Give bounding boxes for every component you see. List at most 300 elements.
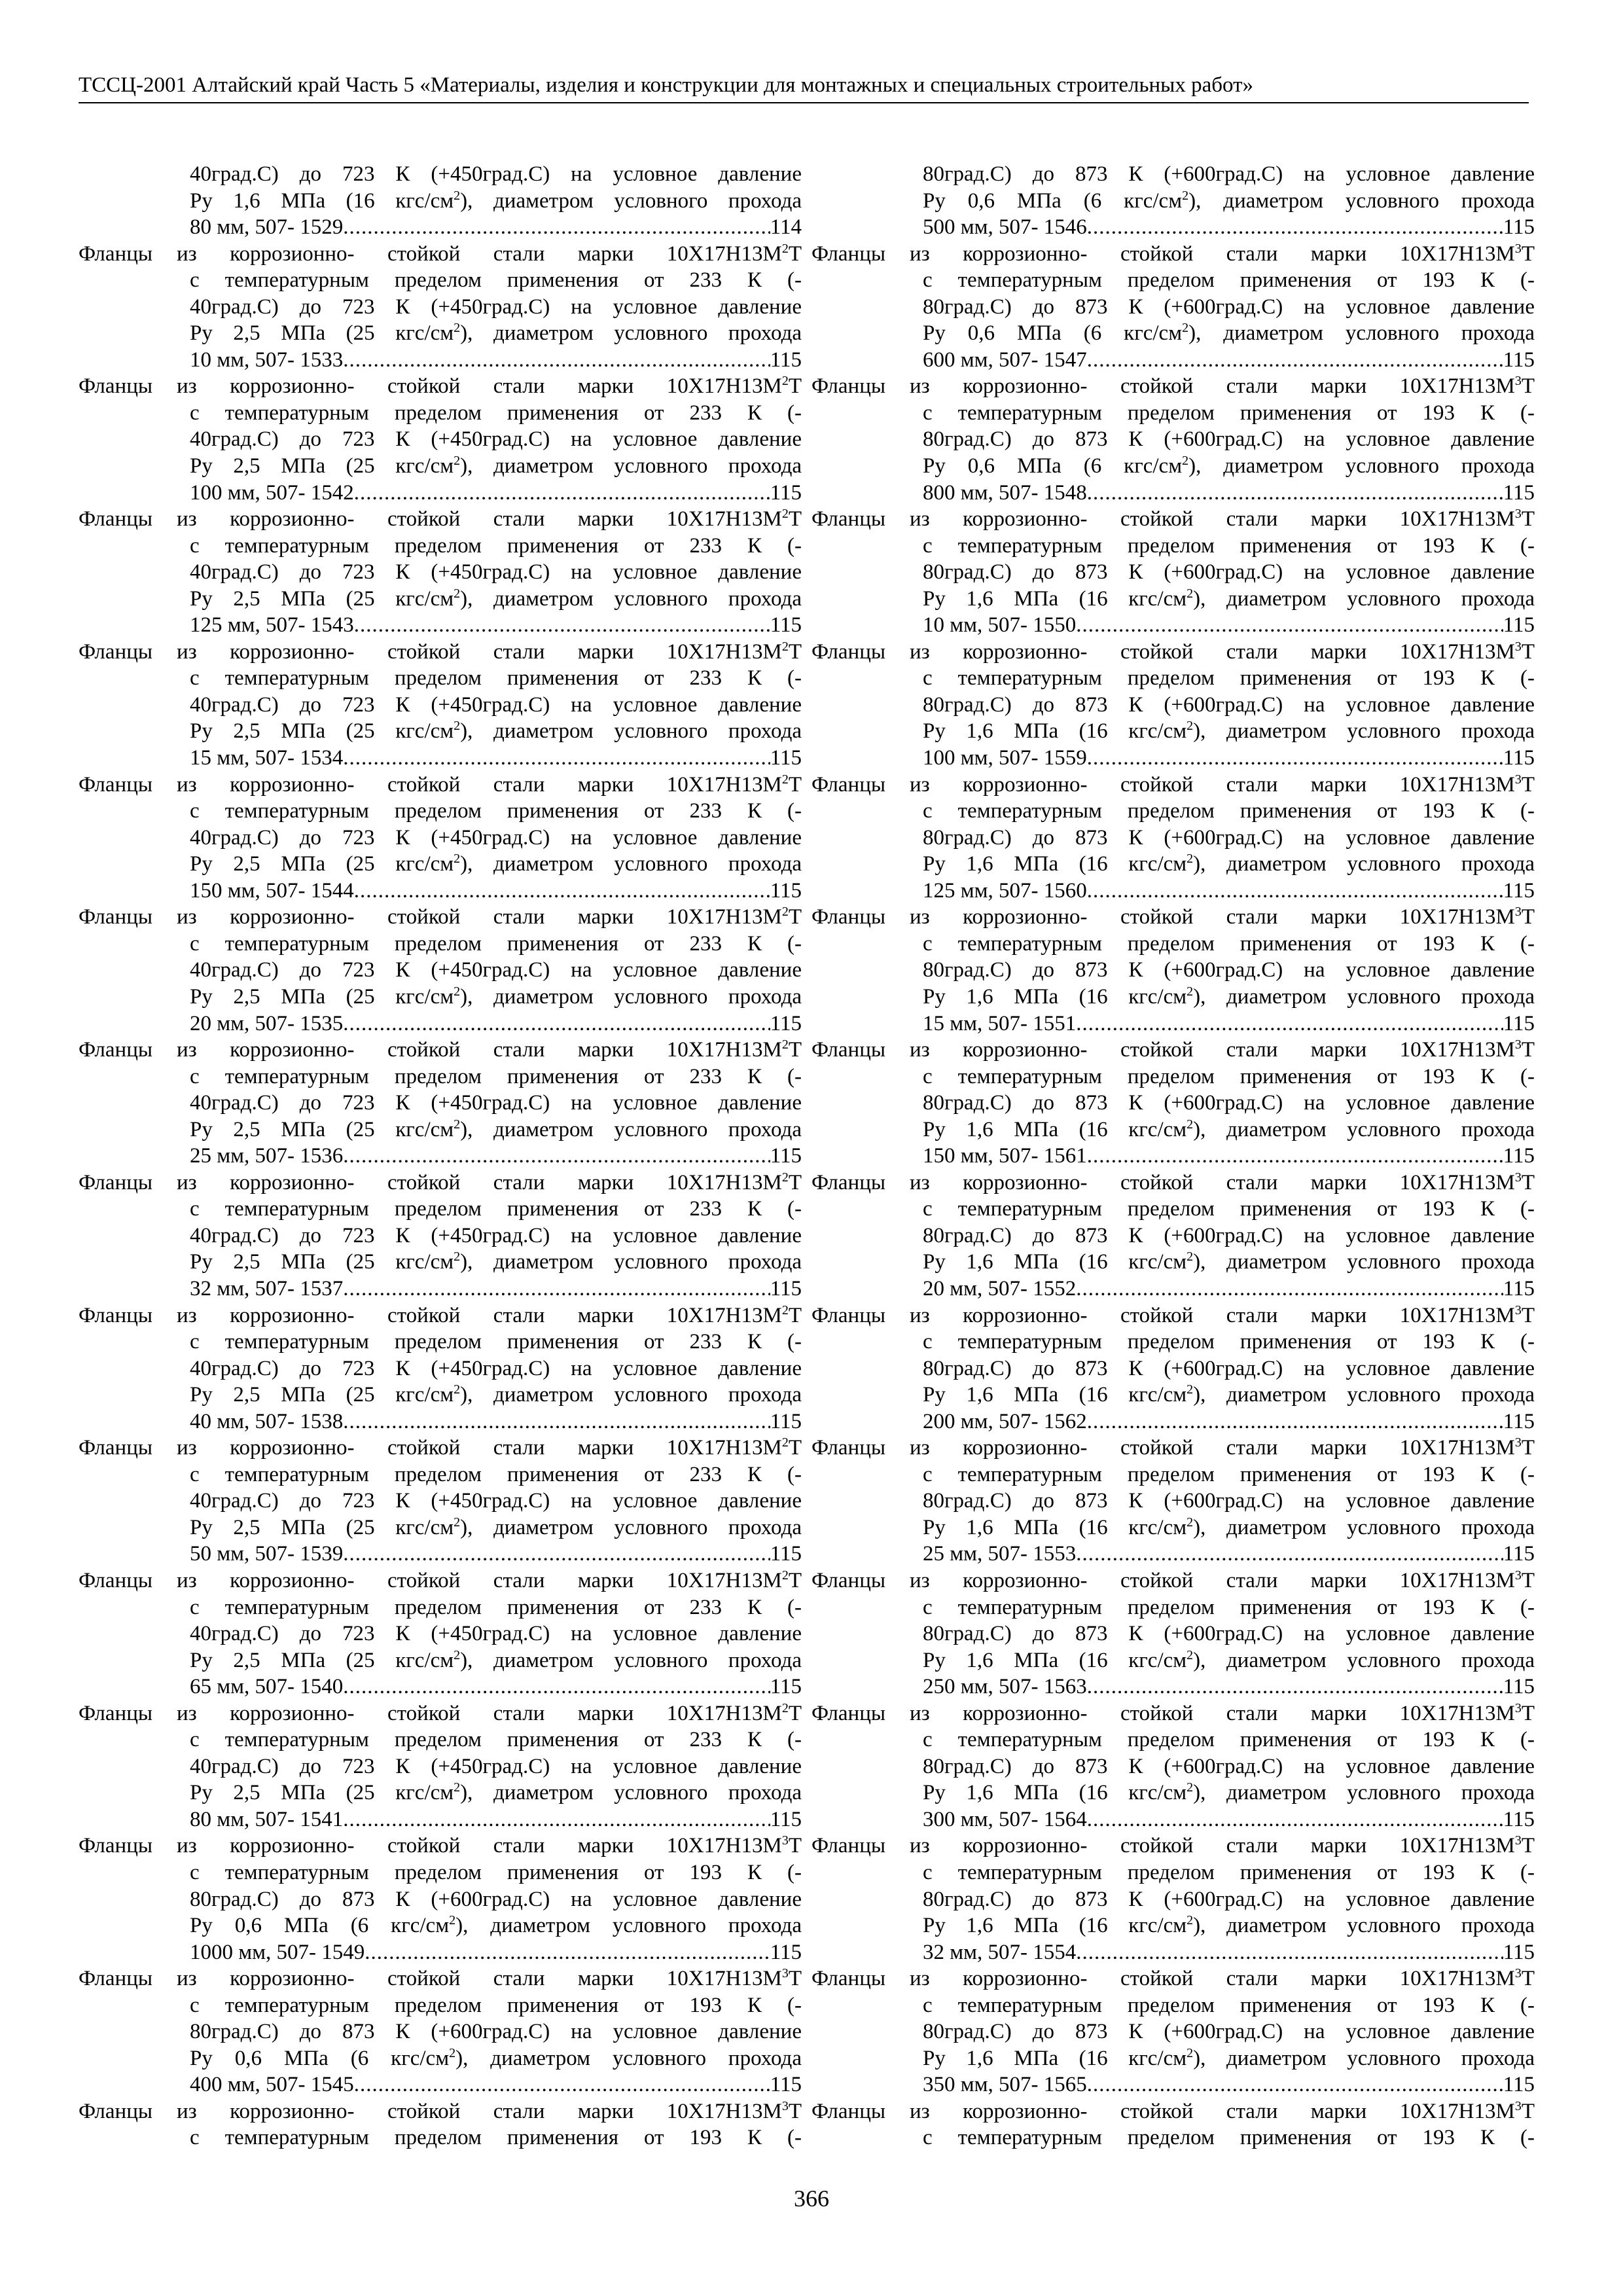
entry-pressure-line xyxy=(812,2045,1535,2072)
left-continued-line xyxy=(79,161,802,188)
range-text: с температурным пределом применения от 193 К (- xyxy=(923,666,1535,691)
entry-page: 115 xyxy=(770,613,802,637)
entry-last xyxy=(190,1276,802,1302)
right-column xyxy=(812,161,1535,2151)
entry-pressure-line xyxy=(79,984,802,1011)
entry-first-line xyxy=(812,1170,1535,1196)
superscript: 3 xyxy=(1514,772,1522,787)
entry-main: из коррозионно- стойкой стали марки $10Х17Н13М^2Т$ xyxy=(177,507,802,531)
entry-range-line xyxy=(79,1223,802,1249)
leader-dots xyxy=(343,1806,770,1833)
right-continued-pressure xyxy=(812,188,1535,215)
entry-pressure-line xyxy=(812,984,1535,1011)
entry-lead: Фланцы xyxy=(79,1967,153,1991)
entry-range-line xyxy=(79,426,802,453)
pressure-text: Ру 2,5 МПа (25 кгс/$см^2$), диаметром условного прохода xyxy=(190,1647,802,1672)
range-text: 80град.С) до 873 К (+600град.С) на условное давление xyxy=(923,1091,1535,1115)
entry-range-line xyxy=(812,1090,1535,1117)
entry-lead: Фланцы xyxy=(812,2099,886,2123)
entry-code: 100 мм, 507- 1559 xyxy=(923,746,1087,770)
entry-page: 115 xyxy=(770,348,802,372)
entry-page: 115 xyxy=(1503,1807,1535,1831)
entry-first-line xyxy=(79,904,802,931)
leader-dots xyxy=(354,480,770,507)
entry-last xyxy=(923,1408,1535,1435)
entry-range-line xyxy=(79,533,802,560)
entry-code: 20 мм, 507- 1552 xyxy=(923,1276,1077,1300)
range-text: 40град.С) до 723 К (+450град.С) на условное давление xyxy=(190,1622,802,1646)
entry-pressure-line xyxy=(812,453,1535,480)
range-text: с температурным пределом применения от 193 К (- xyxy=(923,401,1535,425)
entry-range-line xyxy=(79,665,802,692)
entry-last xyxy=(190,1939,802,1966)
entry-last xyxy=(190,1143,802,1170)
superscript: 2 xyxy=(1186,586,1194,601)
leader-dots xyxy=(1087,480,1503,507)
entry-first-line xyxy=(812,241,1535,268)
entry-pressure-line xyxy=(812,1912,1535,1939)
entry-main: из коррозионно- стойкой стали марки $10Х17Н13М^3Т$ xyxy=(910,772,1535,797)
entry-page: 115 xyxy=(1503,746,1535,770)
entry-main: из коррозионно- стойкой стали марки $10Х17Н13М^3Т$ xyxy=(910,1700,1535,1725)
entry-range-line xyxy=(812,1355,1535,1382)
range-text: с температурным пределом применения от 233 К (- xyxy=(190,533,802,558)
entry-range-line xyxy=(79,1064,802,1090)
entry-main: из коррозионно- стойкой стали марки $10Х17Н13М^3Т$ xyxy=(910,1037,1535,1062)
entry-pressure-line xyxy=(79,1912,802,1939)
entry-lead: Фланцы xyxy=(79,905,153,929)
entry-range-line xyxy=(812,1753,1535,1780)
superscript: 2 xyxy=(454,1515,461,1530)
entry-range-line xyxy=(812,533,1535,560)
entry-lead: Фланцы xyxy=(79,374,153,399)
superscript: 2 xyxy=(781,905,789,920)
range-text: с температурным пределом применения от 193 К (- xyxy=(923,1462,1535,1486)
entry-page: 115 xyxy=(770,746,802,770)
entry-lead: Фланцы xyxy=(79,1436,153,1460)
entry-range-line xyxy=(79,692,802,719)
superscript: 3 xyxy=(781,2098,789,2113)
entry-lead: Фланцы xyxy=(812,905,886,929)
entry-last xyxy=(190,612,802,639)
entry-range-line xyxy=(812,1621,1535,1647)
superscript: 2 xyxy=(449,2045,456,2060)
entry-range-line xyxy=(79,559,802,586)
entry-last-line xyxy=(812,1143,1535,1170)
entry-first-line xyxy=(812,373,1535,400)
entry-lead: Фланцы xyxy=(79,2099,153,2123)
entry-last xyxy=(190,1541,802,1568)
entry-first-line xyxy=(79,1302,802,1329)
range-text: с температурным пределом применения от 233 К (- xyxy=(190,931,802,956)
entry-page: 115 xyxy=(770,1542,802,1566)
range-text: с температурным пределом применения от 233 К (- xyxy=(190,799,802,823)
superscript: 2 xyxy=(1186,1117,1194,1132)
leader-dots xyxy=(1087,878,1503,905)
range-text: с температурным пределом применения от 233 К (- xyxy=(190,1462,802,1486)
entry-first-line xyxy=(812,1965,1535,1992)
entry-page: 115 xyxy=(770,1144,802,1168)
entry-code: 10 мм, 507- 1533 xyxy=(190,348,344,372)
superscript: 2 xyxy=(449,1913,456,1928)
entry-last-line xyxy=(812,1541,1535,1568)
leader-dots xyxy=(354,2072,770,2098)
range-text: 40град.С) до 723 К (+450град.С) на условное давление xyxy=(190,1754,802,1778)
entry-code: 150 мм, 507- 1544 xyxy=(190,878,354,903)
entry-range-line xyxy=(812,1886,1535,1913)
entry-range-line xyxy=(79,1196,802,1223)
entry-pressure-line xyxy=(812,1515,1535,1541)
leader-dots xyxy=(1087,347,1503,374)
entry-page: 115 xyxy=(770,1409,802,1433)
entry-pressure-line xyxy=(812,586,1535,613)
entry-pressure-line xyxy=(812,1780,1535,1806)
entry-lead: Фланцы xyxy=(812,1436,886,1460)
entry-last xyxy=(190,878,802,905)
pressure-text: Ру 1,6 МПа (16 кгс/$см^2$), диаметром условного прохода xyxy=(923,1647,1535,1672)
entry-last xyxy=(923,347,1535,374)
entry-last xyxy=(190,1674,802,1700)
entry-main: из коррозионно- стойкой стали марки $10Х17Н13М^3Т$ xyxy=(910,639,1535,664)
superscript: 2 xyxy=(781,507,789,522)
superscript: 2 xyxy=(454,454,461,469)
leader-dots xyxy=(343,1143,770,1170)
entry-last-line xyxy=(812,1011,1535,1037)
superscript: 3 xyxy=(781,1966,789,1981)
superscript: 2 xyxy=(781,639,789,654)
entry-range-line xyxy=(812,665,1535,692)
leader-dots xyxy=(1087,1408,1503,1435)
continued-text: 40град.С) до 723 К (+450град.С) на условное давление xyxy=(190,162,802,186)
entry-range-line xyxy=(812,957,1535,984)
entry-range-line xyxy=(812,1223,1535,1249)
entry-range-line xyxy=(79,1355,802,1382)
superscript: 3 xyxy=(1514,241,1522,256)
entry-last-line xyxy=(79,1408,802,1435)
pressure-text: Ру 2,5 МПа (25 кгс/$см^2$), диаметром условного прохода xyxy=(190,454,802,478)
entry-last xyxy=(190,347,802,374)
entry-last xyxy=(190,1806,802,1833)
entry-page: 115 xyxy=(770,480,802,505)
pressure-text: Ру 1,6 МПа (16 кгс/$см^2$), диаметром условного прохода xyxy=(923,984,1535,1009)
entry-code: 25 мм, 507- 1536 xyxy=(190,1144,344,1168)
entry-code: 20 мм, 507- 1535 xyxy=(190,1011,344,1035)
superscript: 2 xyxy=(454,321,461,336)
entry-last-line xyxy=(812,347,1535,374)
entry-lead: Фланцы xyxy=(812,772,886,797)
entry-range-line xyxy=(812,2018,1535,2045)
entry-range-line xyxy=(79,2125,802,2151)
entry-code: 80 мм, 507- 1529 xyxy=(190,215,344,240)
entry-range-line xyxy=(812,1329,1535,1355)
leader-dots xyxy=(343,1276,770,1302)
entry-lead: Фланцы xyxy=(79,1834,153,1858)
range-text: с температурным пределом применения от 233 К (- xyxy=(190,268,802,293)
entry-last xyxy=(923,612,1535,639)
entry-last-line xyxy=(79,1276,802,1302)
entry-range-line xyxy=(79,267,802,294)
entry-range-line xyxy=(79,825,802,852)
superscript: 3 xyxy=(1514,374,1522,389)
entry-last-line xyxy=(79,347,802,374)
entry-last-line xyxy=(79,480,802,507)
entry-main: из коррозионно- стойкой стали марки $10Х17Н13М^2Т$ xyxy=(177,639,802,664)
entry-main: из коррозионно- стойкой стали марки $10Х17Н13М^3Т$ xyxy=(177,2098,802,2123)
range-text: 40град.С) до 723 К (+450град.С) на условное давление xyxy=(190,1356,802,1380)
entry-page: 115 xyxy=(1503,1542,1535,1566)
pressure-text: Ру 0,6 МПа (6 кгс/$см^2$), диаметром условного прохода xyxy=(923,188,1535,213)
entry-last xyxy=(923,214,1535,241)
superscript: 2 xyxy=(454,852,461,867)
entry-code: 15 мм, 507- 1534 xyxy=(190,746,344,770)
superscript: 3 xyxy=(1514,1700,1522,1715)
superscript: 3 xyxy=(1514,1568,1522,1583)
superscript: 3 xyxy=(1514,1302,1522,1318)
pressure-text: Ру 1,6 МПа (16 кгс/$см^2$), диаметром условного прохода xyxy=(923,1249,1535,1274)
entry-pressure-line xyxy=(79,453,802,480)
leader-dots xyxy=(1087,1143,1503,1170)
entry-page: 115 xyxy=(770,1675,802,1699)
entry-last xyxy=(190,214,802,241)
entry-last xyxy=(923,2072,1535,2098)
entry-last-line xyxy=(812,1408,1535,1435)
entry-last-line xyxy=(79,1143,802,1170)
entry-lead: Фланцы xyxy=(812,1967,886,1991)
entry-first-line xyxy=(812,1435,1535,1462)
entry-lead: Фланцы xyxy=(79,1303,153,1327)
entry-pressure-line xyxy=(79,1647,802,1674)
entry-code: 15 мм, 507- 1551 xyxy=(923,1011,1077,1035)
range-text: 40град.С) до 723 К (+450град.С) на условное давление xyxy=(190,1091,802,1115)
entry-pressure-line xyxy=(812,1647,1535,1674)
entry-lead: Фланцы xyxy=(812,1701,886,1725)
leader-dots xyxy=(343,1541,770,1568)
entry-code: 600 мм, 507- 1547 xyxy=(923,348,1087,372)
entry-main: из коррозионно- стойкой стали марки $10Х17Н13М^2Т$ xyxy=(177,772,802,797)
range-text: с температурным пределом применения от 193 К (- xyxy=(923,1595,1535,1619)
entry-code: 250 мм, 507- 1563 xyxy=(923,1675,1087,1699)
entry-code: 350 мм, 507- 1565 xyxy=(923,2073,1087,2097)
entry-pressure-line xyxy=(812,1117,1535,1143)
superscript: 2 xyxy=(1182,321,1189,336)
range-text: 80град.С) до 873 К (+600град.С) на условное давление xyxy=(923,1622,1535,1646)
range-text: 80град.С) до 873 К (+600град.С) на условное давление xyxy=(923,295,1535,319)
entry-last-line xyxy=(79,878,802,905)
entry-last-line xyxy=(79,214,802,241)
entry-page: 115 xyxy=(1503,215,1535,240)
entry-last xyxy=(923,1143,1535,1170)
range-text: 80град.С) до 873 К (+600град.С) на условное давление xyxy=(923,1754,1535,1778)
range-text: с температурным пределом применения от 233 К (- xyxy=(190,401,802,425)
superscript: 2 xyxy=(1186,1913,1194,1928)
superscript: 2 xyxy=(1186,1647,1194,1662)
superscript: 2 xyxy=(781,1170,789,1185)
range-text: 80град.С) до 873 К (+600град.С) на условное давление xyxy=(923,1489,1535,1513)
superscript: 2 xyxy=(1186,1515,1194,1530)
superscript: 3 xyxy=(1514,1170,1522,1185)
entry-range-line xyxy=(79,1462,802,1488)
pressure-text: Ру 2,5 МПа (25 кгс/$см^2$), диаметром условного прохода xyxy=(190,321,802,346)
entry-pressure-line xyxy=(812,320,1535,347)
leader-dots xyxy=(1087,745,1503,772)
entry-last-line xyxy=(812,878,1535,905)
entry-range-line xyxy=(79,1090,802,1117)
pressure-text: Ру 1,6 МПа (16 кгс/$см^2$), диаметром условного прохода xyxy=(923,852,1535,876)
entry-range-line xyxy=(79,1594,802,1621)
entry-first-line xyxy=(79,506,802,533)
entry-page: 115 xyxy=(1503,480,1535,505)
entry-last xyxy=(923,1806,1535,1833)
range-text: 80град.С) до 873 К (+600град.С) на условное давление xyxy=(923,1223,1535,1247)
entry-last xyxy=(923,745,1535,772)
entry-main: из коррозионно- стойкой стали марки $10Х17Н13М^2Т$ xyxy=(177,374,802,399)
entry-range-line xyxy=(79,1621,802,1647)
entry-lead: Фланцы xyxy=(79,1568,153,1592)
entry-page: 115 xyxy=(1503,1276,1535,1300)
leader-dots xyxy=(1087,2072,1503,2098)
superscript: 2 xyxy=(1182,454,1189,469)
entry-pressure-line xyxy=(79,851,802,878)
entry-code: 400 мм, 507- 1545 xyxy=(190,2073,354,2097)
entry-range-line xyxy=(79,2018,802,2045)
entry-pressure-line xyxy=(812,1382,1535,1408)
range-text: 40град.С) до 723 К (+450град.С) на условное давление xyxy=(190,560,802,584)
entry-range-line xyxy=(79,1886,802,1913)
entry-range-line xyxy=(79,931,802,958)
entry-range-line xyxy=(812,692,1535,719)
superscript: 2 xyxy=(454,1382,461,1397)
entry-first-line xyxy=(812,1568,1535,1594)
entry-last xyxy=(190,480,802,507)
leader-dots xyxy=(343,745,770,772)
entry-main: из коррозионно- стойкой стали марки $10Х17Н13М^3Т$ xyxy=(910,1170,1535,1194)
superscript: 2 xyxy=(1186,1249,1194,1265)
range-text: 80град.С) до 873 К (+600град.С) на условное давление xyxy=(190,1887,802,1911)
superscript: 2 xyxy=(454,1249,461,1265)
entry-first-line xyxy=(79,772,802,798)
entry-last-line xyxy=(79,1011,802,1037)
leader-dots xyxy=(343,347,770,374)
leader-dots xyxy=(365,1939,770,1966)
range-text: 80град.С) до 873 К (+600град.С) на условное давление xyxy=(923,825,1535,850)
range-text: с температурным пределом применения от 193 К (- xyxy=(923,799,1535,823)
entry-main: из коррозионно- стойкой стали марки $10Х17Н13М^3Т$ xyxy=(910,1302,1535,1327)
entry-lead: Фланцы xyxy=(812,639,886,664)
range-text: с температурным пределом применения от 233 К (- xyxy=(190,1197,802,1221)
entry-main: из коррозионно- стойкой стали марки $10Х17Н13М^3Т$ xyxy=(177,1833,802,1858)
entry-first-line xyxy=(79,639,802,666)
entry-code: 125 мм, 507- 1560 xyxy=(923,878,1087,903)
superscript: 2 xyxy=(1182,188,1189,203)
entry-range-line xyxy=(79,1859,802,1886)
pressure-text: Ру 2,5 МПа (25 кгс/$см^2$), диаметром условного прохода xyxy=(190,1780,802,1805)
entry-range-line xyxy=(812,1594,1535,1621)
entry-page: 115 xyxy=(1503,2073,1535,2097)
entry-first-line xyxy=(812,1037,1535,1064)
leader-dots xyxy=(1076,1276,1503,1302)
pressure-text: Ру 0,6 МПа (6 кгс/$см^2$), диаметром условного прохода xyxy=(190,1913,802,1938)
range-text: 80град.С) до 873 К (+600град.С) на условное давление xyxy=(190,2020,802,2044)
entry-first-line xyxy=(79,373,802,400)
entry-range-line xyxy=(812,798,1535,825)
entry-lead: Фланцы xyxy=(79,1701,153,1725)
superscript: 2 xyxy=(781,1700,789,1715)
entry-page: 115 xyxy=(770,1940,802,1964)
entry-lead: Фланцы xyxy=(812,1038,886,1062)
range-text: 80град.С) до 873 К (+600град.С) на условное давление xyxy=(923,560,1535,584)
entry-pressure-line xyxy=(79,2045,802,2072)
leader-dots xyxy=(1087,1674,1503,1700)
superscript: 2 xyxy=(454,1117,461,1132)
entry-range-line xyxy=(812,559,1535,586)
superscript: 3 xyxy=(1514,639,1522,654)
entry-first-line xyxy=(79,1170,802,1196)
entry-page: 115 xyxy=(770,1011,802,1035)
entry-code: 100 мм, 507- 1542 xyxy=(190,480,354,505)
entry-main: из коррозионно- стойкой стали марки $10Х17Н13М^3Т$ xyxy=(177,1966,802,1991)
entry-last-line xyxy=(812,1674,1535,1700)
superscript: 3 xyxy=(1514,1435,1522,1450)
superscript: 2 xyxy=(454,719,461,734)
entry-first-line xyxy=(79,2098,802,2125)
entry-lead: Фланцы xyxy=(79,639,153,664)
entry-last xyxy=(190,2072,802,2098)
continued-text: 80град.С) до 873 К (+600град.С) на условное давление xyxy=(923,162,1535,186)
entry-last-line xyxy=(79,1806,802,1833)
entry-last-line xyxy=(79,612,802,639)
entry-last-line xyxy=(812,480,1535,507)
left-continued-pressure xyxy=(79,188,802,215)
entry-first-line xyxy=(812,2098,1535,2125)
entry-last xyxy=(190,1011,802,1037)
entry-main: из коррозионно- стойкой стали марки $10Х17Н13М^3Т$ xyxy=(910,1966,1535,1991)
superscript: 3 xyxy=(1514,1037,1522,1052)
pressure-text: Ру 2,5 МПа (25 кгс/$см^2$), диаметром условного прохода xyxy=(190,852,802,876)
entry-lead: Фланцы xyxy=(79,507,153,531)
entry-main: из коррозионно- стойкой стали марки $10Х17Н13М^2Т$ xyxy=(177,1170,802,1194)
superscript: 2 xyxy=(1186,2045,1194,2060)
entry-range-line xyxy=(812,1196,1535,1223)
entry-lead: Фланцы xyxy=(812,1568,886,1592)
entry-main: из коррозионно- стойкой стали марки $10Х17Н13М^2Т$ xyxy=(177,905,802,929)
entry-last-line xyxy=(812,214,1535,241)
leader-dots xyxy=(354,878,770,905)
range-text: с температурным пределом применения от 233 К (- xyxy=(190,1728,802,1752)
range-text: с температурным пределом применения от 233 К (- xyxy=(190,1330,802,1354)
entry-range-line xyxy=(812,294,1535,321)
entry-main: из коррозионно- стойкой стали марки $10Х17Н13М^3Т$ xyxy=(910,2098,1535,2123)
pressure-text: Ру 2,5 МПа (25 кгс/$см^2$), диаметром условного прохода xyxy=(190,1515,802,1539)
range-text: 80град.С) до 873 К (+600град.С) на условное давление xyxy=(923,427,1535,452)
leader-dots xyxy=(1076,612,1503,639)
pressure-text: Ру 1,6 МПа (16 кгс/$см^2$), диаметром условного прохода xyxy=(923,1515,1535,1539)
superscript: 2 xyxy=(454,188,461,203)
entry-main: из коррозионно- стойкой стали марки $10Х17Н13М^3Т$ xyxy=(910,905,1535,929)
range-text: 40град.С) до 723 К (+450град.С) на условное давление xyxy=(190,1489,802,1513)
entry-last xyxy=(190,745,802,772)
range-text: с температурным пределом применения от 193 К (- xyxy=(923,931,1535,956)
range-text: с температурным пределом применения от 193 К (- xyxy=(923,1993,1535,2017)
entry-page: 114 xyxy=(770,215,802,240)
superscript: 3 xyxy=(1514,507,1522,522)
entry-main: из коррозионно- стойкой стали марки $10Х17Н13М^2Т$ xyxy=(177,1568,802,1592)
superscript: 2 xyxy=(781,1302,789,1318)
entry-last-line xyxy=(812,612,1535,639)
entry-range-line xyxy=(79,1488,802,1515)
entry-first-line xyxy=(812,772,1535,798)
entry-page: 115 xyxy=(1503,878,1535,903)
entry-main: из коррозионно- стойкой стали марки $10Х17Н13М^3Т$ xyxy=(910,1568,1535,1592)
